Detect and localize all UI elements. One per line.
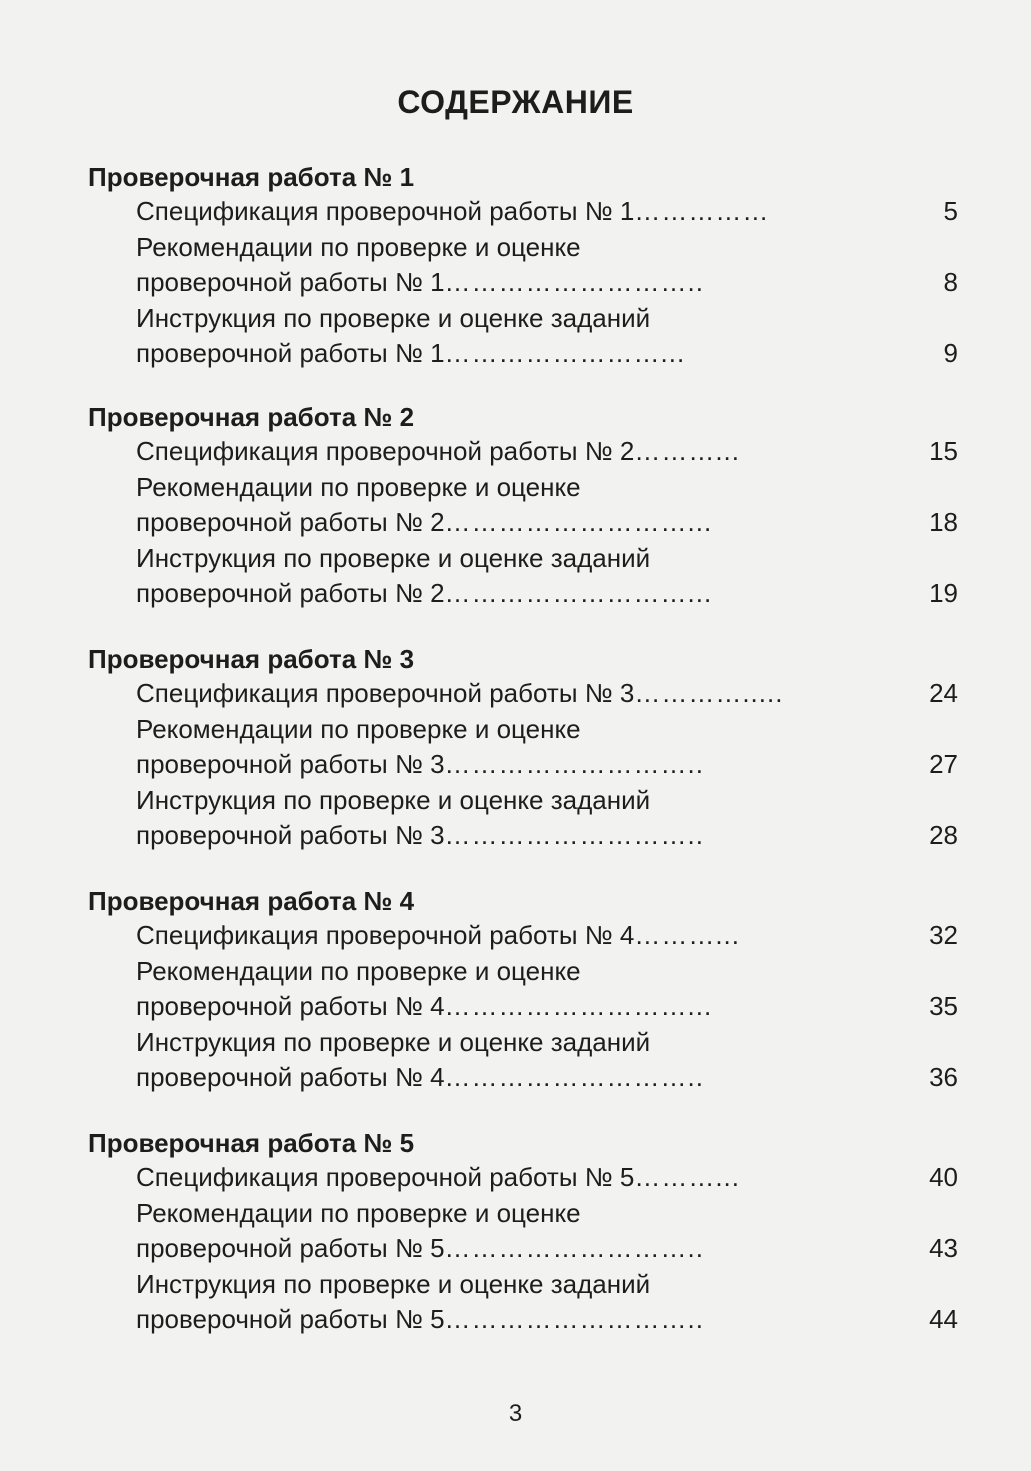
toc-entry-instructions [136,301,968,372]
toc-entry-specification [136,434,968,470]
section-heading: Проверочная работа № 1 [88,162,415,192]
page-ref: 44 [929,1304,958,1334]
toc-section-1 [88,160,968,372]
entry-text: Рекомендации по проверке и оценке [136,713,581,744]
dot-leader: ………... [634,920,740,950]
page-ref: 8 [943,267,958,297]
toc-entry-specification [136,918,968,954]
dot-leader: ………………………... [444,578,713,608]
entry-text: Инструкция по проверке и оценке заданий [136,1268,651,1299]
entry-text: проверочной работы № 3 [136,820,445,850]
dot-leader: ……………………….. [444,749,704,779]
page-ref: 36 [929,1062,958,1092]
dot-leader: ……………………….. [444,1062,704,1092]
entry-text: Спецификация проверочной работы № 3 [136,678,635,708]
entry-text: Рекомендации по проверке и оценке [136,231,581,262]
entry-text: проверочной работы № 2 [136,578,445,608]
entry-text: проверочной работы № 1 [136,267,445,297]
entry-text: Спецификация проверочной работы № 1 [136,196,635,226]
entry-text: Рекомендации по проверке и оценке [136,471,581,502]
entry-text: проверочной работы № 2 [136,507,445,537]
dot-leader: ………... [634,436,740,466]
toc-section-5 [88,1126,968,1338]
entry-text: проверочной работы № 5 [136,1304,445,1334]
entry-text: Спецификация проверочной работы № 2 [136,436,635,466]
dot-leader: ………………………... [444,991,713,1021]
toc-entry-specification [136,194,968,230]
toc-entry-instructions [136,1025,968,1096]
page-ref: 24 [929,678,958,708]
dot-leader: ………... [634,1162,740,1192]
entry-text: проверочной работы № 3 [136,749,445,779]
page-ref: 15 [929,436,958,466]
section-heading: Проверочная работа № 4 [88,886,415,916]
section-heading: Проверочная работа № 3 [88,644,415,674]
dot-leader: ………………………... [444,507,713,537]
toc-entry-specification [136,1160,968,1196]
entry-text: Рекомендации по проверке и оценке [136,1197,581,1228]
toc-entry-recommendations [136,954,968,1025]
page-ref: 28 [929,820,958,850]
toc-section-2 [88,400,968,612]
dot-leader: ……………………….. [444,820,704,850]
toc-entry-specification [136,676,968,712]
entry-text: проверочной работы № 4 [136,1062,445,1092]
entry-text: Инструкция по проверке и оценке заданий [136,302,651,333]
toc-entry-instructions [136,541,968,612]
page-ref: 19 [929,578,958,608]
dot-leader: ……………………….. [444,267,704,297]
entry-text: проверочной работы № 4 [136,991,445,1021]
page-ref: 18 [929,507,958,537]
page-ref: 32 [929,920,958,950]
page-number: 3 [508,1400,523,1427]
section-heading: Проверочная работа № 5 [88,1128,415,1158]
dot-leader: ……………………….. [444,1304,704,1334]
page-ref: 27 [929,749,958,779]
toc-entry-recommendations [136,230,968,301]
page-ref: 43 [929,1233,958,1263]
dot-leader: ……………………….. [444,1233,704,1263]
entry-text: Спецификация проверочной работы № 4 [136,920,635,950]
page-ref: 35 [929,991,958,1021]
toc-entry-instructions [136,1267,968,1338]
section-heading: Проверочная работа № 2 [88,402,415,432]
entry-text: проверочной работы № 1 [136,338,445,368]
entry-text: Инструкция по проверке и оценке заданий [136,542,651,573]
entry-text: Спецификация проверочной работы № 5 [136,1162,635,1192]
dot-leader: …………..... [634,678,784,708]
toc-entry-recommendations [136,470,968,541]
entry-text: Инструкция по проверке и оценке заданий [136,1026,651,1057]
toc-entry-instructions [136,783,968,854]
page-ref: 9 [943,338,958,368]
entry-text: проверочной работы № 5 [136,1233,445,1263]
page-ref: 5 [943,196,958,226]
dot-leader: ……………………... [444,338,686,368]
entry-text: Рекомендации по проверке и оценке [136,955,581,986]
toc-entry-recommendations [136,1196,968,1267]
toc-entry-recommendations [136,712,968,783]
entry-text: Инструкция по проверке и оценке заданий [136,784,651,815]
toc-section-4 [88,884,968,1096]
dot-leader: …………… [634,196,770,226]
page-ref: 40 [929,1162,958,1192]
toc-section-3 [88,642,968,854]
page-title: СОДЕРЖАНИЕ [397,84,634,120]
